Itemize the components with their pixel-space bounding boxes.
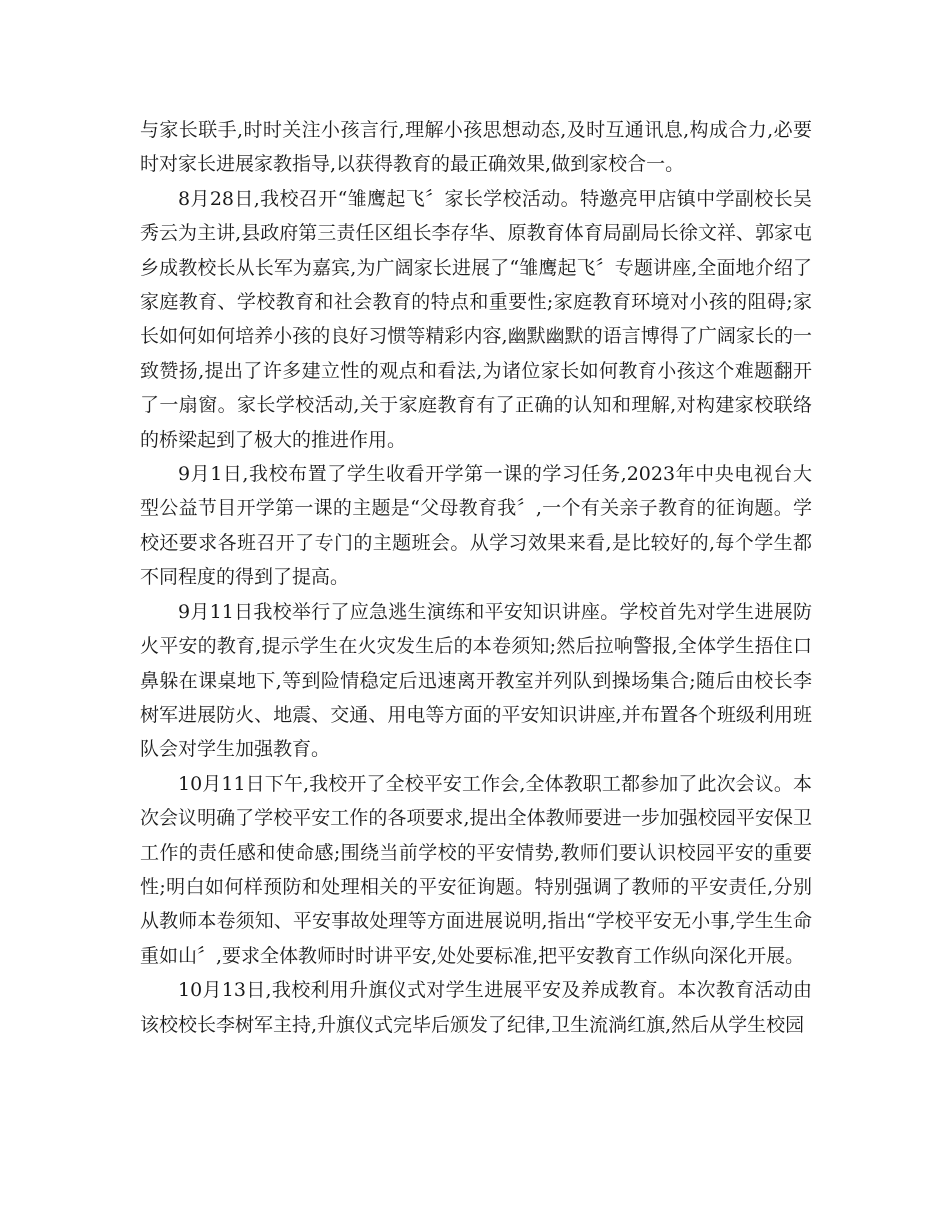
paragraph-first-lesson: 9月1日,我校布置了学生收看开学第一课的学习任务,2023年中央电视台大型公益节目开学第一课的主题是“父母教育我〞,一个有关亲子教育的征询题。学校还要求各班召开了专门的主题班会。从学习效果来看,是比较好的,每个学生都不同程度的得到了提高。 [140, 463, 812, 589]
paragraph-flag-ceremony: 10月13日,我校利用升旗仪式对学生进展平安及养成教育。本次教育活动由该校校长李树军主持,升旗仪式完毕后颁发了纪律,卫生流淌红旗,然后从学生校园 [140, 979, 812, 1036]
paragraph-parent-school-event: 8月28日,我校召开“雏鹰起飞〞家长学校活动。特邀亮甲店镇中学副校长吴秀云为主讲,县政府第三责任区组长李存华、原教育体育局副局长徐文祥、郭家屯乡成教校长从长军为嘉宾,为广阔家长进展了“雏鹰起飞〞专题讲座,全面地介绍了家庭教育、学校教育和社会教育的特点和重要性;家庭教育环境对小孩的阻碍;家长如何如何培养小孩的良好习惯等精彩内容,幽默幽默的语言博得了广阔家长的一致赞扬,提出了许多建立性的观点和看法,为诸位家长如何教育小孩这个难题翻开了一扇窗。家长学校活动,关于家庭教育有了正确的认知和理解,对构建家校联络的桥梁起到了极大的推进作用。 [140, 187, 812, 451]
paragraph-continuation: 与家长联手,时时关注小孩言行,理解小孩思想动态,及时互通讯息,构成合力,必要时对家长进展家教指导,以获得教育的最正确效果,做到家校合一。 [140, 119, 812, 176]
paragraph-emergency-drill: 9月11日我校举行了应急逃生演练和平安知识讲座。学校首先对学生进展防火平安的教育,提示学生在火灾发生后的本卷须知;然后拉响警报,全体学生捂住口鼻躲在课桌地下,等到险情稳定后迅速离开教室并列队到操场集合;随后由校长李树军进展防火、地震、交通、用电等方面的平安知识讲座,并布置各个班级利用班队会对学生加强教育。 [140, 600, 812, 761]
paragraph-safety-meeting: 10月11日下午,我校开了全校平安工作会,全体教职工都参加了此次会议。本次会议明确了学校平安工作的各项要求,提出全体教师要进一步加强校园平安保卫工作的责任感和使命感;围绕当前学校的平安情势,教师们要认识校园平安的重要性;明白如何样预防和处理相关的平安征询题。特别强调了教师的平安责任,分别从教师本卷须知、平安事故处理等方面进展说明,指出“学校平安无小事,学生生命重如山〞,要求全体教师时时讲平安,处处要标准,把平安教育工作纵向深化开展。 [140, 772, 812, 967]
document-page [140, 113, 812, 1042]
